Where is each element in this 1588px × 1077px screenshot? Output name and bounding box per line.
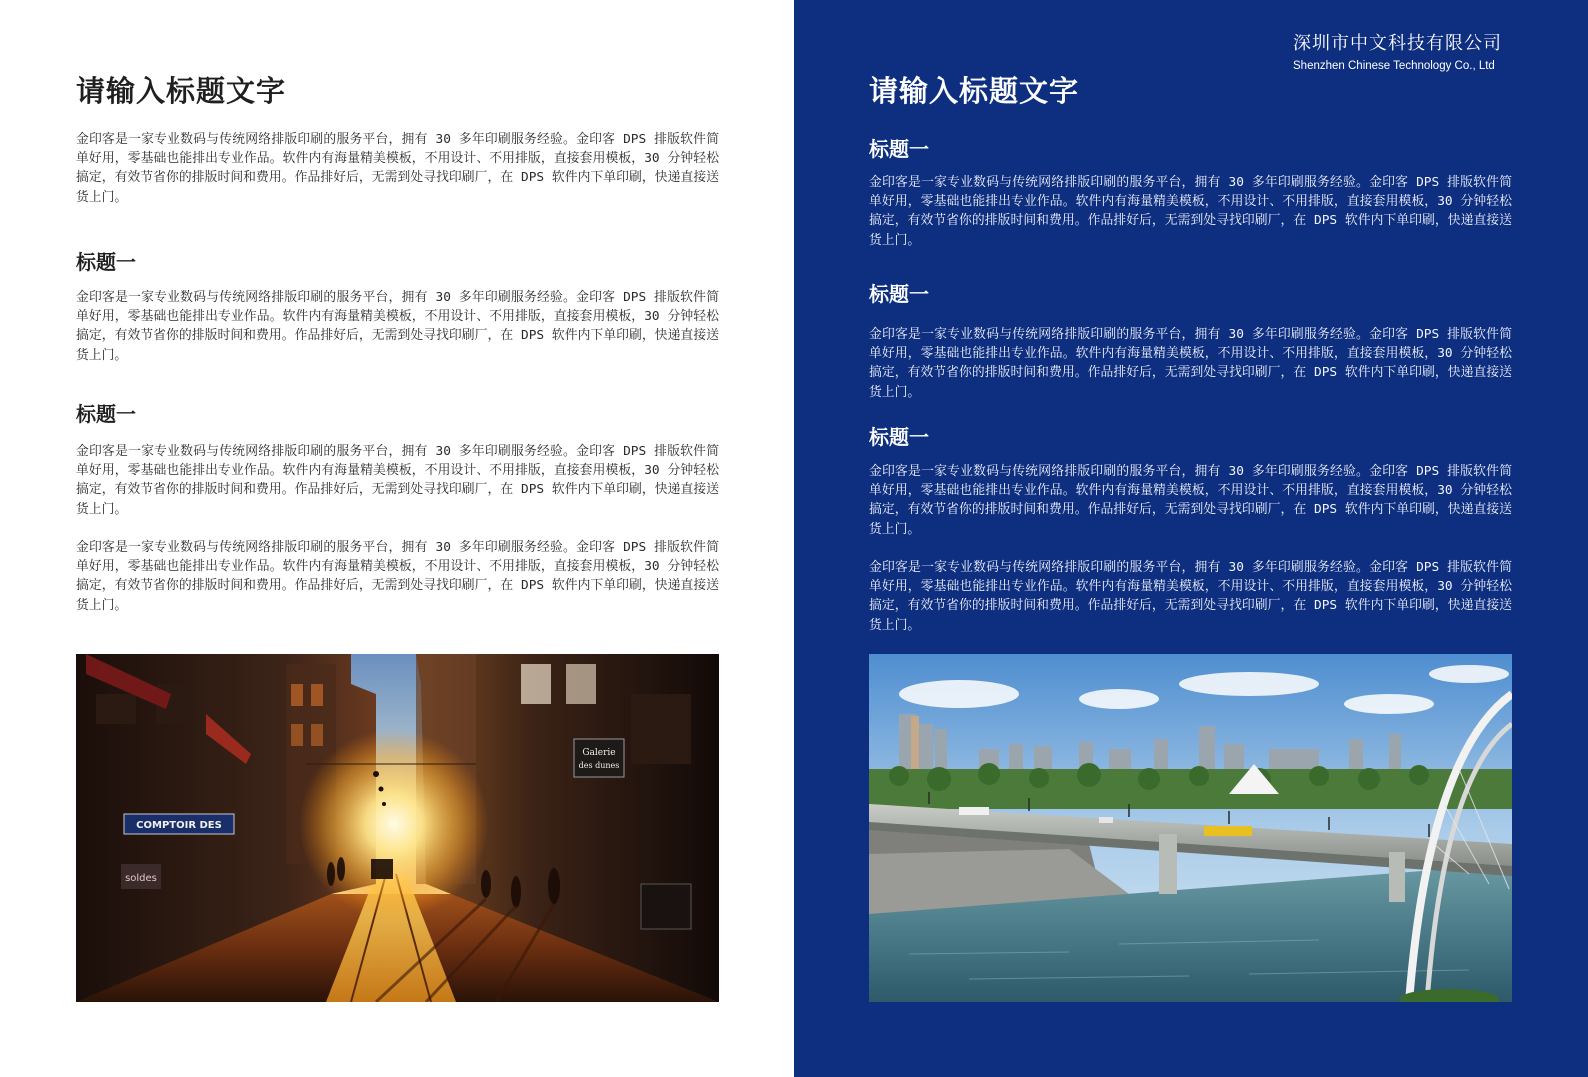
left-section-2-paragraph-2: 金印客是一家专业数码与传统网络排版印刷的服务平台，拥有 30 多年印刷服务经验。金印客 DPS 排版软件简单好用，零基础也能排出专业作品。软件内有海量精美模板，不用设计、不用排版，直接套用模板，30 分钟轻松搞定，有效节省你的排版时间和费用。作品排好后，无需到处寻找印刷厂，在 DPS 软件内下单印刷，快递直接送货上门。 xyxy=(76,540,719,613)
company-name-cn: 深圳市中文科技有限公司 xyxy=(1293,33,1502,54)
company-name-en: Shenzhen Chinese Technology Co., Ltd xyxy=(1293,60,1495,72)
photo-sign-galerie: Galerie xyxy=(582,748,616,758)
company-block xyxy=(1293,33,1502,73)
left-page-title: 请输入标题文字 xyxy=(76,74,287,108)
right-page xyxy=(794,0,1588,1077)
right-section-1-paragraph-1: 金印客是一家专业数码与传统网络排版印刷的服务平台，拥有 30 多年印刷服务经验。金印客 DPS 排版软件简单好用，零基础也能排出专业作品。软件内有海量精美模板，不用设计、不用排版，直接套用模板，30 分钟轻松搞定，有效节省你的排版时间和费用。作品排好后，无需到处寻找印刷厂，在 DPS 软件内下单印刷，快递直接送货上门。 xyxy=(869,175,1512,248)
photo-sign-dunes: des dunes xyxy=(578,761,620,770)
right-page-title: 请输入标题文字 xyxy=(869,74,1080,108)
photo-sign-soldes: soldes xyxy=(125,873,157,884)
left-section-1-heading: 标题一 xyxy=(76,250,136,274)
right-section-3-heading: 标题一 xyxy=(869,425,929,449)
street-sunset-photo xyxy=(76,654,719,1002)
photo-sign-comptoir: COMPTOIR DES xyxy=(136,820,222,831)
right-section-3-paragraph-1: 金印客是一家专业数码与传统网络排版印刷的服务平台，拥有 30 多年印刷服务经验。金印客 DPS 排版软件简单好用，零基础也能排出专业作品。软件内有海量精美模板，不用设计、不用排版，直接套用模板，30 分钟轻松搞定，有效节省你的排版时间和费用。作品排好后，无需到处寻找印刷厂，在 DPS 软件内下单印刷，快递直接送货上门。 xyxy=(869,464,1512,537)
left-intro-paragraph: 金印客是一家专业数码与传统网络排版印刷的服务平台，拥有 30 多年印刷服务经验。金印客 DPS 排版软件简单好用，零基础也能排出专业作品。软件内有海量精美模板，不用设计、不用排版，直接套用模板，30 分钟轻松搞定，有效节省你的排版时间和费用。作品排好后，无需到处寻找印刷厂，在 DPS 软件内下单印刷，快递直接送货上门。 xyxy=(76,132,719,205)
right-section-2-paragraph-1: 金印客是一家专业数码与传统网络排版印刷的服务平台，拥有 30 多年印刷服务经验。金印客 DPS 排版软件简单好用，零基础也能排出专业作品。软件内有海量精美模板，不用设计、不用排版，直接套用模板，30 分钟轻松搞定，有效节省你的排版时间和费用。作品排好后，无需到处寻找印刷厂，在 DPS 软件内下单印刷，快递直接送货上门。 xyxy=(869,327,1512,400)
left-section-1-paragraph-1: 金印客是一家专业数码与传统网络排版印刷的服务平台，拥有 30 多年印刷服务经验。金印客 DPS 排版软件简单好用，零基础也能排出专业作品。软件内有海量精美模板，不用设计、不用排版，直接套用模板，30 分钟轻松搞定，有效节省你的排版时间和费用。作品排好后，无需到处寻找印刷厂，在 DPS 软件内下单印刷，快递直接送货上门。 xyxy=(76,290,719,363)
bridge-river-photo xyxy=(869,654,1512,1002)
left-section-2-heading: 标题一 xyxy=(76,402,136,426)
left-section-2-paragraph-1: 金印客是一家专业数码与传统网络排版印刷的服务平台，拥有 30 多年印刷服务经验。金印客 DPS 排版软件简单好用，零基础也能排出专业作品。软件内有海量精美模板，不用设计、不用排版，直接套用模板，30 分钟轻松搞定，有效节省你的排版时间和费用。作品排好后，无需到处寻找印刷厂，在 DPS 软件内下单印刷，快递直接送货上门。 xyxy=(76,444,719,517)
right-section-3-paragraph-2: 金印客是一家专业数码与传统网络排版印刷的服务平台，拥有 30 多年印刷服务经验。金印客 DPS 排版软件简单好用，零基础也能排出专业作品。软件内有海量精美模板，不用设计、不用排版，直接套用模板，30 分钟轻松搞定，有效节省你的排版时间和费用。作品排好后，无需到处寻找印刷厂，在 DPS 软件内下单印刷，快递直接送货上门。 xyxy=(869,560,1512,633)
right-section-2-heading: 标题一 xyxy=(869,282,929,306)
right-section-1-heading: 标题一 xyxy=(869,137,929,161)
